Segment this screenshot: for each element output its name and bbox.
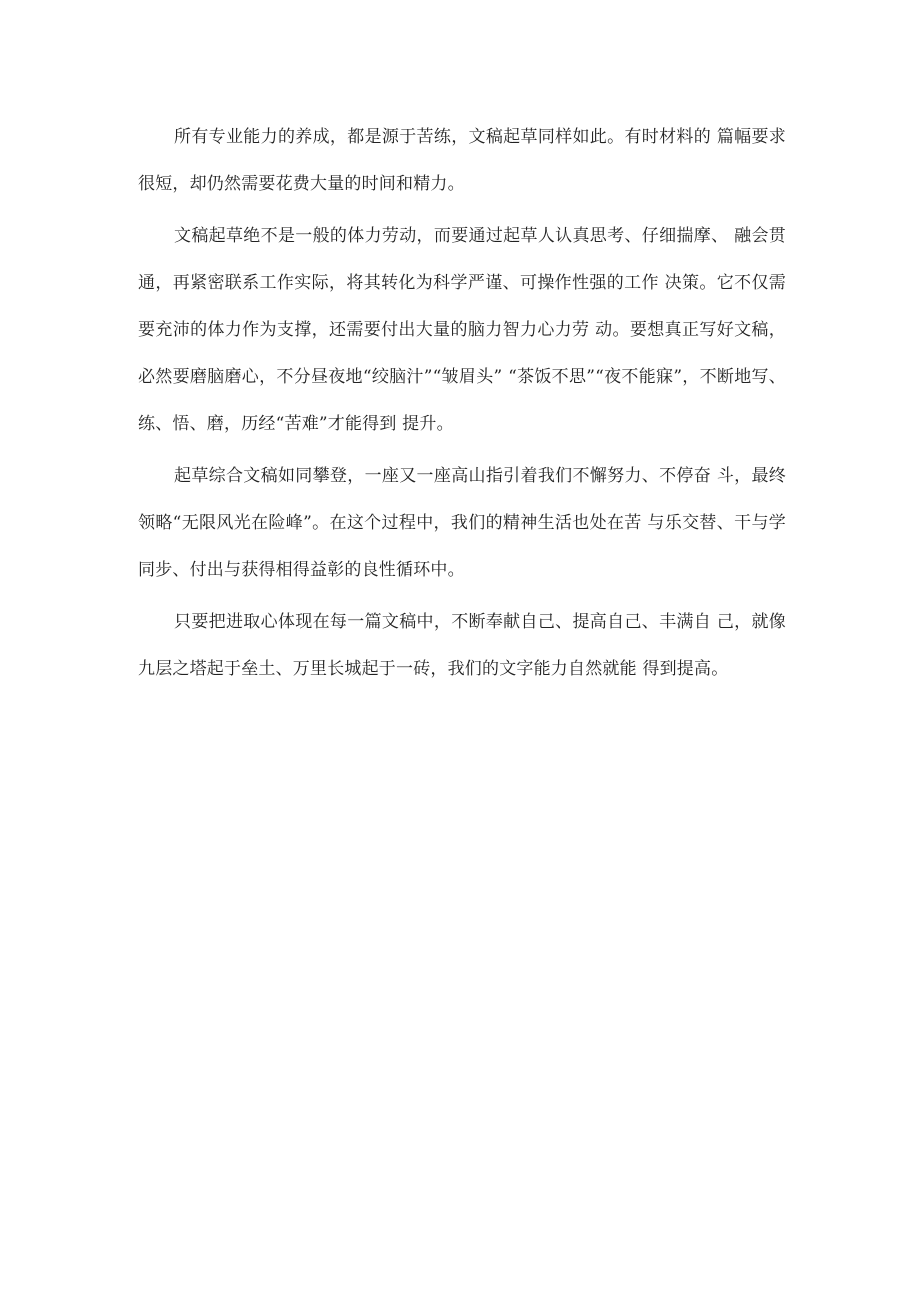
paragraph-2: 文稿起草绝不是一般的体力劳动，而要通过起草人认真思考、仔细揣摩、 融会贯通，再紧密联系工作实际，将其转化为科学严谨、可操作性强的工作 决策。它不仅需要充沛的体力作为支撑，还需要付出大量的脑力智力心力劳 动。要想真正写好文稿，必然要磨脑磨心，不分昼夜地“绞脑汁”“皱眉头” “茶饭不思”“夜不能寐”，不断地写、练、悟、磨，历经“苦难”才能得到 提升。 bbox=[138, 226, 786, 434]
paragraph-4: 只要把进取心体现在每一篇文稿中，不断奉献自己、提高自己、丰满自 己，就像九层之塔起于垒土、万里长城起于一砖，我们的文字能力自然就能 得到提高。 bbox=[138, 612, 786, 679]
paragraph-3: 起草综合文稿如同攀登，一座又一座高山指引着我们不懈努力、不停奋 斗，最终领略“无限风光在险峰”。在这个过程中，我们的精神生活也处在苦 与乐交替、干与学同步、付出与获得相得益彰的良性循环中。 bbox=[138, 466, 786, 580]
paragraph-1: 所有专业能力的养成，都是源于苦练，文稿起草同样如此。有时材料的 篇幅要求很短，却仍然需要花费大量的时间和精力。 bbox=[138, 127, 786, 194]
document-body bbox=[138, 114, 786, 693]
